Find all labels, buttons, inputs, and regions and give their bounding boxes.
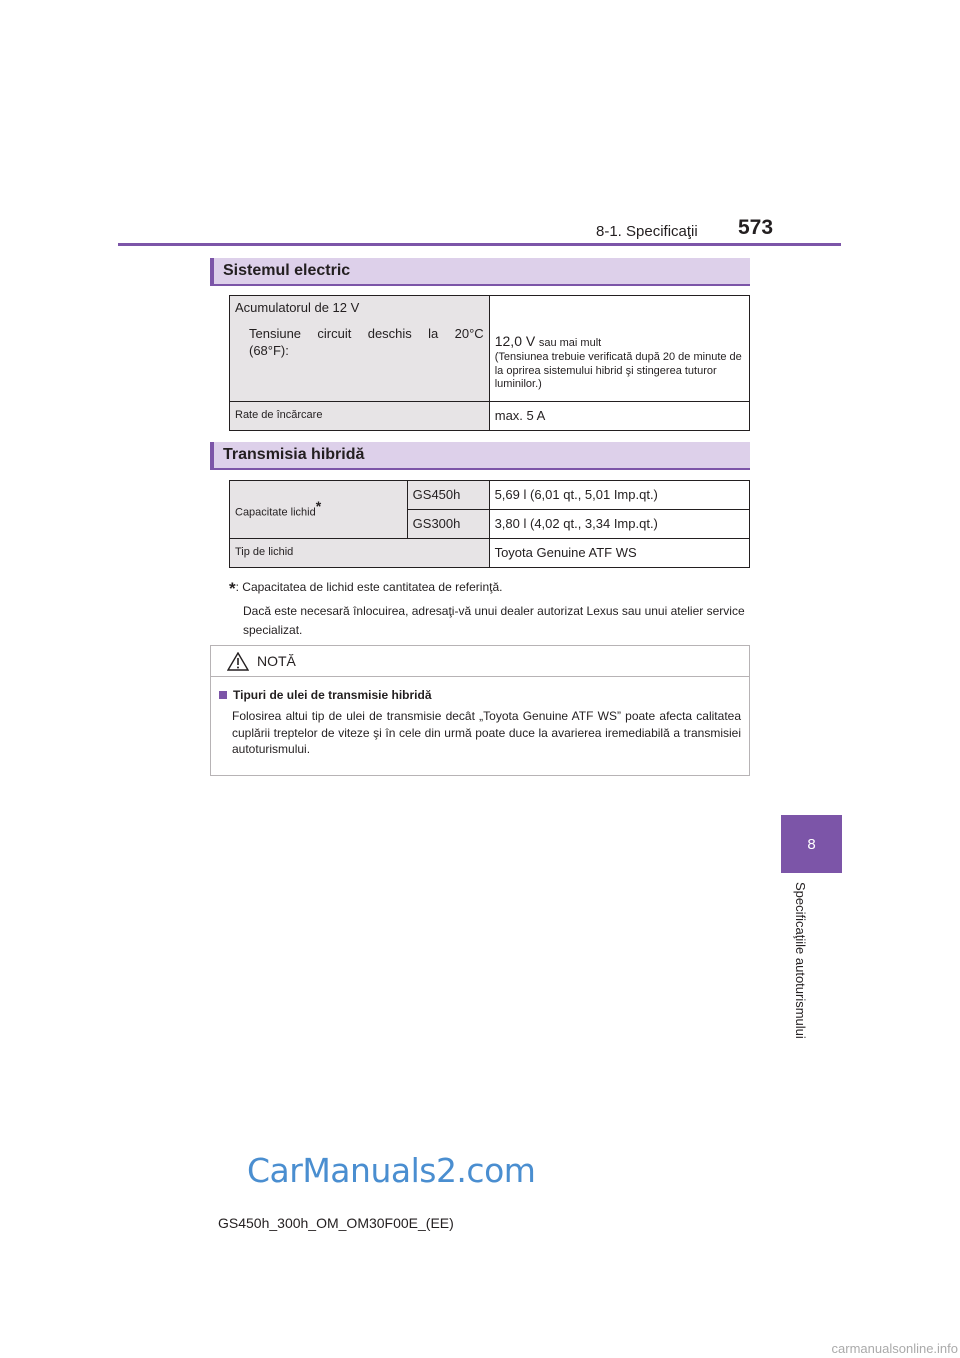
header-rule	[118, 243, 841, 246]
battery-cell	[230, 296, 490, 402]
voltage-value-cell	[489, 296, 749, 402]
table-row	[230, 402, 750, 431]
chapter-number: 8	[807, 835, 816, 853]
watermark-link[interactable]: CarManuals2.com	[247, 1151, 536, 1190]
table-row	[230, 296, 750, 402]
notice-heading: NOTĂ	[257, 653, 296, 669]
footer-link[interactable]: carmanualsonline.info	[831, 1341, 958, 1356]
section-heading-electric	[210, 258, 750, 286]
voltage-value: 12,0 V	[494, 333, 536, 349]
electric-spec-table	[229, 295, 750, 431]
voltage-word: circuit	[317, 326, 352, 342]
notice-box	[210, 645, 750, 776]
transmission-spec-table	[229, 480, 750, 568]
warning-triangle-icon	[227, 652, 249, 671]
voltage-label	[235, 326, 484, 359]
footnote-star: *	[229, 579, 236, 598]
table-row	[230, 539, 750, 568]
bullet-square-icon	[219, 691, 227, 699]
footnote-line2: Dacă este necesară înlocuirea, adresaţi-vă unui dealer autorizat Lexus sau unui atelier service specializat.	[243, 604, 745, 637]
section-title: Sistemul electric	[223, 262, 351, 279]
notice-item-title-text: Tipuri de ulei de transmisie hibridă	[233, 688, 432, 702]
section-heading-transmission	[210, 442, 750, 470]
battery-label: Acumulatorul de 12 V	[235, 300, 360, 315]
capacity-label-cell	[230, 481, 408, 539]
fluid-type-label: Tip de lichid	[230, 539, 490, 568]
capacity-value: 3,80 l (4,02 qt., 3,34 Imp.qt.)	[489, 510, 749, 539]
footnote-line1: : Capacitatea de lichid este cantitatea de referinţă.	[235, 580, 503, 594]
header-section-title: 8-1. Specificaţii	[596, 223, 698, 240]
notice-body	[211, 677, 749, 758]
charge-value: max. 5 A	[489, 402, 749, 431]
voltage-note: (Tensiunea trebuie verificată după 20 de minute de la oprirea sistemului hibrid şi stingerea tuturor luminilor.)	[494, 350, 742, 391]
charge-label: Rate de încărcare	[230, 402, 490, 431]
voltage-word: 20°C	[454, 326, 484, 342]
document-code: GS450h_300h_OM_OM30F00E_(EE)	[218, 1215, 454, 1231]
notice-item-text: Folosirea altui tip de ulei de transmisie decât „Toyota Genuine ATF WS” poate afecta calitatea cuplării treptelor de viteze şi în cele din urmă poate duce la avarierea iremediabilă a transmisiei autoturismului.	[232, 708, 741, 757]
section-title: Transmisia hibridă	[223, 446, 365, 463]
table-row	[230, 481, 750, 510]
voltage-label-end: (68°F):	[249, 342, 289, 358]
model-cell: GS450h	[407, 481, 489, 510]
fluid-type-value: Toyota Genuine ATF WS	[489, 539, 749, 568]
footnote	[229, 576, 749, 640]
page-number: 573	[738, 216, 774, 239]
model-cell: GS300h	[407, 510, 489, 539]
voltage-word: Tensiune	[249, 326, 302, 342]
voltage-word: la	[428, 326, 439, 342]
notice-header	[211, 646, 749, 677]
capacity-label: Capacitate lichid	[235, 506, 316, 519]
chapter-tab[interactable]	[781, 815, 842, 873]
chapter-label: Specificaţiile autoturismului	[793, 882, 808, 1039]
voltage-word: deschis	[367, 326, 412, 342]
capacity-value: 5,69 l (6,01 qt., 5,01 Imp.qt.)	[489, 481, 749, 510]
footnote-mark: *	[315, 498, 322, 515]
voltage-value-suffix: sau mai mult	[538, 337, 602, 349]
notice-item-title	[219, 687, 741, 704]
